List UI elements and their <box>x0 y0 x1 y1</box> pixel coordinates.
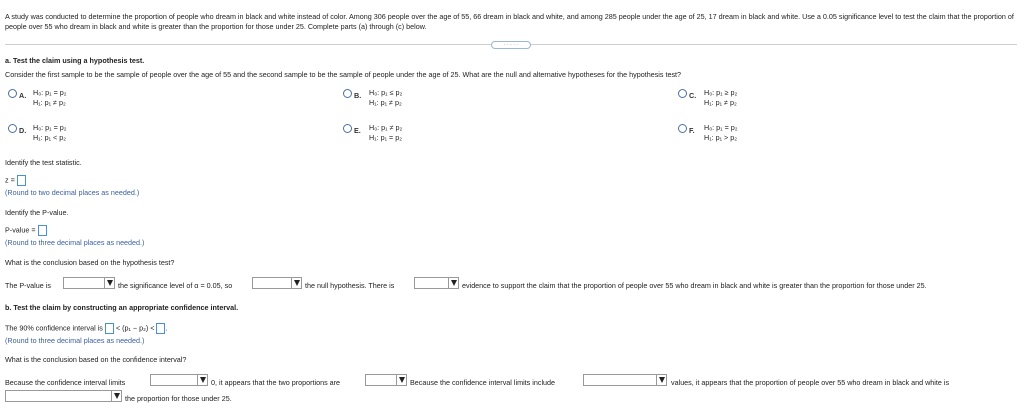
sentence-a3: the null hypothesis. There is <box>305 281 395 290</box>
option-e-h1: H₁: p₁ = p₂ <box>369 133 403 142</box>
pvalue-hint: (Round to three decimal places as needed.) <box>5 238 145 247</box>
sentence-b1: Because the confidence interval limits <box>5 378 126 387</box>
part-a-heading: a. Test the claim using a hypothesis test. <box>5 56 145 65</box>
option-f-hypotheses <box>704 123 738 143</box>
radio-d[interactable] <box>8 124 17 133</box>
option-f-h1: H₁: p₁ > p₂ <box>704 133 738 142</box>
radio-e[interactable] <box>343 124 352 133</box>
sentence-b4: values, it appears that the proportion of people over 55 who dream in black and white is <box>671 378 950 387</box>
identify-statistic-label: Identify the test statistic. <box>5 158 82 167</box>
hypothesis-conclusion-question: What is the conclusion based on the hypothesis test? <box>5 258 175 267</box>
option-c-h1: H₁: p₁ ≠ p₂ <box>704 98 737 107</box>
pvalue-input[interactable] <box>38 225 47 236</box>
dropdown-arrow-icon <box>294 280 300 286</box>
dropdown-arrow-icon <box>451 280 457 286</box>
dropdown-arrow-icon <box>200 377 206 383</box>
option-c-h0: H₀: p₁ ≥ p₂ <box>704 88 738 97</box>
option-b[interactable] <box>343 89 361 100</box>
comparison-dropdown[interactable] <box>5 390 122 402</box>
option-e-h0: H₀: p₁ ≠ p₂ <box>369 123 403 132</box>
option-a-label: A. <box>19 91 27 100</box>
option-d-hypotheses <box>33 123 67 143</box>
dropdown-arrow-icon <box>659 377 665 383</box>
ci-middle: < (p₁ − p₂) < <box>115 323 155 333</box>
sentence-a4: evidence to support the claim that the proportion of people over 55 who dream in black and white is greater than the proportion for those under 25. <box>462 281 927 290</box>
option-f[interactable] <box>678 124 695 135</box>
pvalue-label: P-value = <box>5 225 36 235</box>
option-a[interactable] <box>8 89 26 100</box>
option-c[interactable] <box>678 89 696 100</box>
ci-end: . <box>165 323 168 333</box>
option-d-h1: H₁: p₁ < p₂ <box>33 133 67 142</box>
option-e[interactable] <box>343 124 361 135</box>
pvalue-row <box>5 225 47 236</box>
sentence-a2: the significance level of α = 0.05, so <box>118 281 233 290</box>
ci-label: The 90% confidence interval is <box>5 323 103 333</box>
include-values-dropdown[interactable] <box>583 374 667 386</box>
dropdown-arrow-icon <box>399 377 405 383</box>
option-c-label: C. <box>689 91 697 100</box>
option-f-label: F. <box>689 126 695 135</box>
problem-intro: A study was conducted to determine the proportion of people who dream in black and white instead of color. Among 306 people over the age of 55, 66 dream in black and white, and among 285 people under the age of 25, 17 dream in black and white. Use a 0.05 significance level to test the claim that the proportion of people over 55 who dream in black and white is greater than the proportion for those under 25. Complete parts (a) through (c) below. <box>5 12 1014 31</box>
ci-hint: (Round to three decimal places as needed.) <box>5 336 145 345</box>
z-row <box>5 175 26 186</box>
option-b-h0: H₀: p₁ ≤ p₂ <box>369 88 403 97</box>
option-b-h1: H₁: p₁ ≠ p₂ <box>369 98 402 107</box>
ci-lower-input[interactable] <box>105 323 114 334</box>
sentence-b2: 0, it appears that the two proportions are <box>211 378 341 387</box>
sentence-b3: Because the confidence interval limits include <box>410 378 556 387</box>
expand-button[interactable]: · · · · · <box>491 41 531 49</box>
option-d-h0: H₀: p₁ = p₂ <box>33 123 67 132</box>
option-b-label: B. <box>354 91 362 100</box>
option-a-h1: H₁: p₁ ≠ p₂ <box>33 98 66 107</box>
option-f-h0: H₀: p₁ = p₂ <box>704 123 738 132</box>
evidence-dropdown[interactable] <box>414 277 459 289</box>
radio-c[interactable] <box>678 89 687 98</box>
hypothesis-question: Consider the first sample to be the sample of people over the age of 55 and the second sample to be the sample of people under the age of 25. What are the null and alternative hypotheses for the hypothesis test? <box>5 70 682 79</box>
option-e-label: E. <box>354 126 361 135</box>
option-c-hypotheses <box>704 88 737 108</box>
dropdown-arrow-icon <box>114 393 120 399</box>
option-b-hypotheses <box>369 88 402 108</box>
option-a-h0: H₀: p₁ = p₂ <box>33 88 67 97</box>
pvalue-comparison-dropdown[interactable] <box>63 277 115 289</box>
radio-b[interactable] <box>343 89 352 98</box>
reject-decision-dropdown[interactable] <box>252 277 302 289</box>
z-input[interactable] <box>17 175 26 186</box>
sentence-b5: the proportion for those under 25. <box>125 394 232 403</box>
ci-row <box>5 323 167 334</box>
option-e-hypotheses <box>369 123 402 143</box>
option-d-label: D. <box>19 126 27 135</box>
ci-conclusion-question: What is the conclusion based on the confidence interval? <box>5 355 187 364</box>
part-b-heading: b. Test the claim by constructing an appropriate confidence interval. <box>5 303 239 312</box>
proportions-dropdown[interactable] <box>365 374 407 386</box>
radio-a[interactable] <box>8 89 17 98</box>
ci-limits-dropdown[interactable] <box>150 374 208 386</box>
z-hint: (Round to two decimal places as needed.) <box>5 188 140 197</box>
option-d[interactable] <box>8 124 26 135</box>
sentence-a1: The P-value is <box>5 281 51 290</box>
z-label: z = <box>5 175 15 185</box>
dropdown-arrow-icon <box>107 280 113 286</box>
option-a-hypotheses <box>33 88 67 108</box>
identify-pvalue-label: Identify the P-value. <box>5 208 69 217</box>
radio-f[interactable] <box>678 124 687 133</box>
